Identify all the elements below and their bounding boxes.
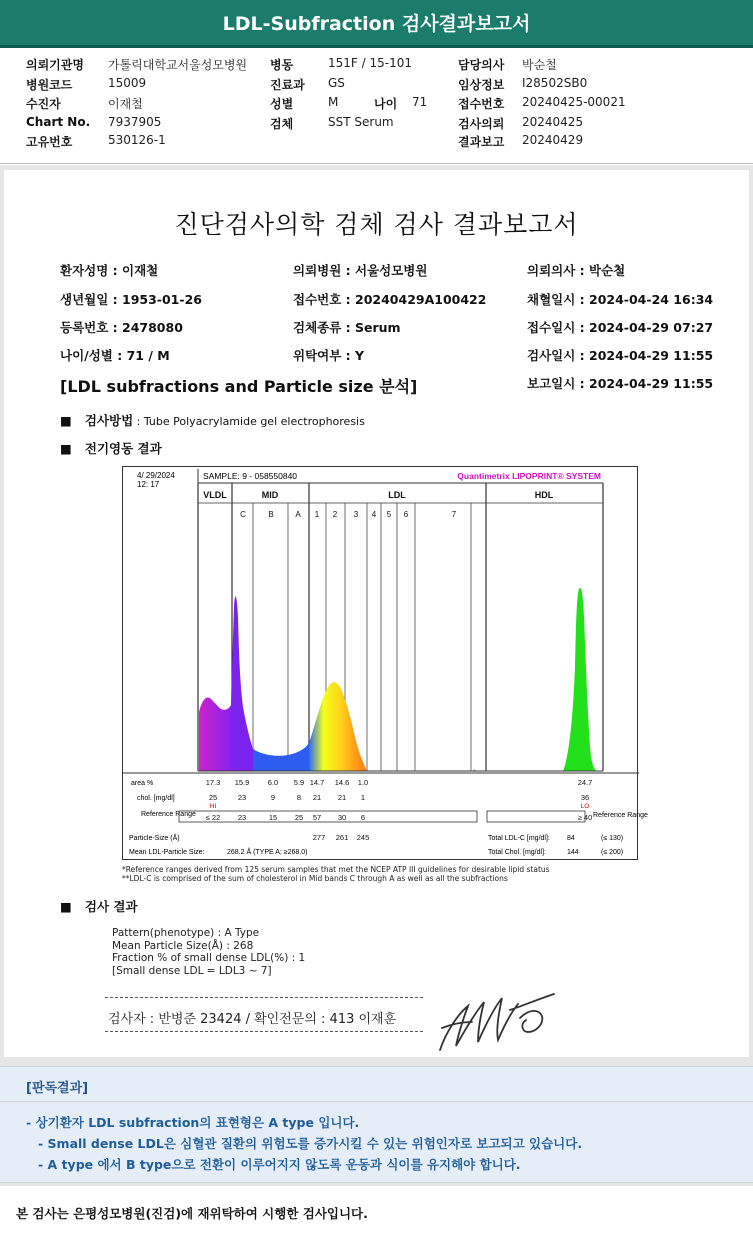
sample-id: SAMPLE: 9 - 058550840 — [203, 471, 298, 481]
area-pct-value: 6.0 — [267, 778, 279, 787]
chart-date: 4/ 29/2024 — [137, 471, 175, 480]
system-brand: Quantimetrix LIPOPRINT® SYSTEM — [457, 471, 601, 481]
ldl-peak — [309, 682, 367, 771]
requesting-hospital: 의뢰병원 : 서울성모병원 — [293, 263, 428, 278]
reference-range-label: Reference Range — [593, 812, 648, 819]
info-value: I28502SB0 — [522, 76, 588, 90]
info-value: 박순철 — [522, 58, 557, 72]
order-info-panel — [0, 52, 753, 164]
info-value: GS — [328, 76, 345, 90]
age-sex: 나이/성별 : 71 / M — [60, 348, 170, 363]
specimen-type: 검체종류 : Serum — [293, 320, 401, 335]
info-label: 나이 — [374, 97, 398, 111]
total-chol-value: 144 — [567, 849, 579, 856]
analysis-section-title: [LDL subfractions and Particle size 분석] — [60, 377, 418, 396]
info-value: 151F / 15-101 — [328, 56, 412, 70]
band-label-7: 7 — [451, 510, 457, 519]
header-title: LDL-Subfraction 검사결과보고서 — [222, 13, 531, 35]
electrophoresis-line: ■ 전기영동 결과 — [60, 441, 162, 456]
info-label: 의뢰기관명 — [26, 58, 84, 72]
requesting-doctor: 의뢰의사 : 박순철 — [527, 263, 626, 278]
area-pct-value: 14.7 — [309, 778, 325, 787]
judgement-line: - A type 에서 B type으로 전환이 이루어지지 않도록 운동과 식이를 유지해야 합니다. — [38, 1157, 521, 1172]
lipoprint-chart — [122, 466, 648, 860]
judgement-title: [판독결과] — [26, 1081, 89, 1096]
group-label-mid: MID — [261, 490, 279, 500]
chol-value: 8 — [296, 793, 302, 802]
handwritten-signature — [432, 988, 566, 1058]
particle-size-value: 277 — [312, 833, 326, 842]
band-label-2: 2 — [332, 510, 338, 519]
chart-footnotes — [122, 865, 550, 883]
info-label: 검사의뢰 — [458, 117, 505, 131]
total-ldl-ref: (≤ 130) — [601, 835, 624, 842]
result-details — [112, 927, 305, 977]
receipt-number: 접수번호 : 20240429A100422 — [293, 292, 487, 307]
report-header — [0, 0, 753, 48]
patient-name: 환자성명 : 이재철 — [60, 263, 159, 278]
chart-time: 12: 17 — [137, 480, 160, 489]
total-chol-ref: (≤ 200) — [601, 849, 624, 856]
reference-value: 30 — [337, 813, 347, 822]
row-label-chol: chol. [mg/dl] — [137, 795, 175, 802]
band-label-4: 4 — [371, 510, 377, 519]
info-value: 이재철 — [108, 97, 143, 111]
particle-size-value: 261 — [335, 833, 349, 842]
info-label: 접수번호 — [458, 97, 505, 111]
total-chol-label: Total Chol. [mg/dl]: — [488, 849, 546, 856]
info-value: 15009 — [108, 76, 147, 90]
test-time: 검사일시 : 2024-04-29 11:55 — [527, 348, 714, 363]
row-label-area: area % — [131, 780, 154, 787]
info-label: 병동 — [270, 58, 294, 72]
report-time: 보고일시 : 2024-04-29 11:55 — [527, 376, 714, 391]
footer-text: 본 검사는 은평성모병원(진검)에 재위탁하여 시행한 검사입니다. — [16, 1206, 368, 1221]
band-label-c: C — [240, 510, 246, 519]
footnote-ldl-c: **LDL-C is comprised of the sum of cholesterol in Mid bands C through A as well as all the subfractions — [122, 874, 508, 883]
chol-value: 21 — [312, 793, 322, 802]
info-value: 가톨릭대학교서울성모병원 — [108, 58, 248, 72]
area-pct-value: 17.3 — [205, 778, 221, 787]
reference-value: 15 — [268, 813, 278, 822]
area-pct-value: 24.7 — [577, 778, 593, 787]
result-mean-size: Mean Particle Size(Å) : 268 — [112, 939, 254, 952]
signature-text: 검사자 : 반병준 23424 / 확인전문의 : 413 이재훈 — [108, 1012, 397, 1027]
info-value: SST Serum — [328, 115, 394, 129]
mid-b-a-region — [253, 743, 309, 771]
info-value: 20240425 — [522, 115, 584, 129]
chol-flag-lo: LO — [580, 803, 590, 810]
vldl-peak — [199, 698, 231, 771]
info-label: 결과보고 — [458, 135, 505, 149]
info-value: 20240425-00021 — [522, 95, 626, 109]
mid-c-peak — [231, 596, 253, 771]
total-ldl-value: 84 — [567, 835, 575, 842]
result-definition: [Small dense LDL = LDL3 ~ 7] — [112, 964, 272, 977]
info-value: 20240429 — [522, 133, 584, 147]
reference-value: 23 — [237, 813, 247, 822]
reference-value: ≥ 40 — [577, 813, 593, 822]
judgement-line: - 상기환자 LDL subfraction의 표현형은 A type 입니다. — [26, 1115, 360, 1130]
info-label: 성별 — [270, 97, 294, 111]
result-pattern: Pattern(phenotype) : A Type — [112, 927, 260, 939]
reference-value: 6 — [360, 813, 366, 822]
chol-value: 36 — [580, 793, 590, 802]
signature-rule-top — [105, 997, 423, 998]
chol-value: 23 — [237, 793, 247, 802]
info-value: 7937905 — [108, 115, 162, 129]
area-pct-value: 14.6 — [334, 778, 350, 787]
reference-value: ≤ 22 — [205, 813, 221, 822]
receipt-time: 접수일시 : 2024-04-29 07:27 — [527, 320, 714, 335]
group-label-vldl: VLDL — [203, 490, 227, 500]
total-ldl-label: Total LDL-C [mg/dl]: — [488, 835, 550, 842]
method-label: 검사방법 — [84, 413, 134, 428]
particle-size-value: 245 — [356, 833, 370, 842]
signature-rule-bottom — [105, 1031, 423, 1032]
electrophoresis-label: 전기영동 결과 — [84, 441, 162, 456]
band-label-b: B — [268, 510, 274, 519]
row-label-mean-size: Mean LDL-Particle Size: — [129, 849, 205, 856]
band-label-1: 1 — [314, 510, 320, 519]
chol-value: 9 — [270, 793, 276, 802]
band-label-6: 6 — [403, 510, 409, 519]
area-pct-value: 5.9 — [293, 778, 305, 787]
band-label-3: 3 — [353, 510, 359, 519]
method-value: : Tube Polyacrylamide gel electrophoresis — [133, 415, 365, 428]
chol-value: 25 — [208, 793, 218, 802]
judgement-header — [0, 1066, 753, 1102]
birth-date: 생년월일 : 1953-01-26 — [60, 292, 202, 307]
group-label-ldl: LDL — [388, 490, 406, 500]
lipoprint-svg — [123, 467, 648, 861]
info-label: 검체 — [270, 117, 294, 131]
info-value: 530126-1 — [108, 133, 166, 147]
band-label-a: A — [295, 510, 301, 519]
footnote-reference: *Reference ranges derived from 125 serum samples that met the NCEP ATP III guidelines for desirable lipid status — [122, 865, 550, 874]
result-small-dense-fraction: Fraction % of small dense LDL(%) : 1 — [112, 952, 306, 964]
area-pct-value: 15.9 — [234, 778, 250, 787]
mean-particle-size: 268.2 Å (TYPE A; ≥268.0) — [227, 849, 308, 856]
row-label-particle-size: Particle-Size (Å) — [129, 835, 180, 842]
info-label: 담당의사 — [458, 58, 505, 72]
result-label: 검사 결과 — [84, 899, 138, 914]
info-value: 71 — [412, 95, 428, 109]
area-pct-value: 1.0 — [357, 778, 369, 787]
info-label: 고유번호 — [26, 135, 73, 149]
judgement-body — [0, 1103, 753, 1183]
result-line: ■ 검사 결과 — [60, 899, 138, 914]
info-label: 진료과 — [270, 78, 305, 92]
band-label-5: 5 — [386, 510, 392, 519]
footer — [0, 1186, 753, 1240]
chol-value: 21 — [337, 793, 347, 802]
method-line: ■ 검사방법 : Tube Polyacrylamide gel electrophoresis — [60, 413, 365, 428]
info-value: M — [328, 95, 339, 109]
info-label: 수진자 — [26, 97, 61, 111]
judgement-line: - Small dense LDL은 심혈관 질환의 위험도를 증가시킬 수 있는 위험인자로 보고되고 있습니다. — [38, 1136, 583, 1151]
reference-value: 25 — [294, 813, 304, 822]
report-title: 진단검사의학 검체 검사 결과보고서 — [174, 210, 579, 239]
reference-value: 57 — [312, 813, 322, 822]
registration-number: 등록번호 : 2478080 — [60, 320, 183, 335]
info-label: 임상정보 — [458, 78, 505, 92]
chol-value: 1 — [360, 793, 366, 802]
group-label-hdl: HDL — [534, 490, 554, 500]
chol-flag-hi: HI — [209, 803, 217, 810]
collection-time: 채혈일시 : 2024-04-24 16:34 — [527, 292, 714, 307]
info-label: Chart No. — [26, 115, 91, 129]
info-label: 병원코드 — [26, 78, 73, 92]
referral-status: 위탁여부 : Y — [293, 348, 365, 363]
row-label-reference: Reference Range — [141, 811, 196, 818]
hdl-peak — [563, 588, 597, 771]
